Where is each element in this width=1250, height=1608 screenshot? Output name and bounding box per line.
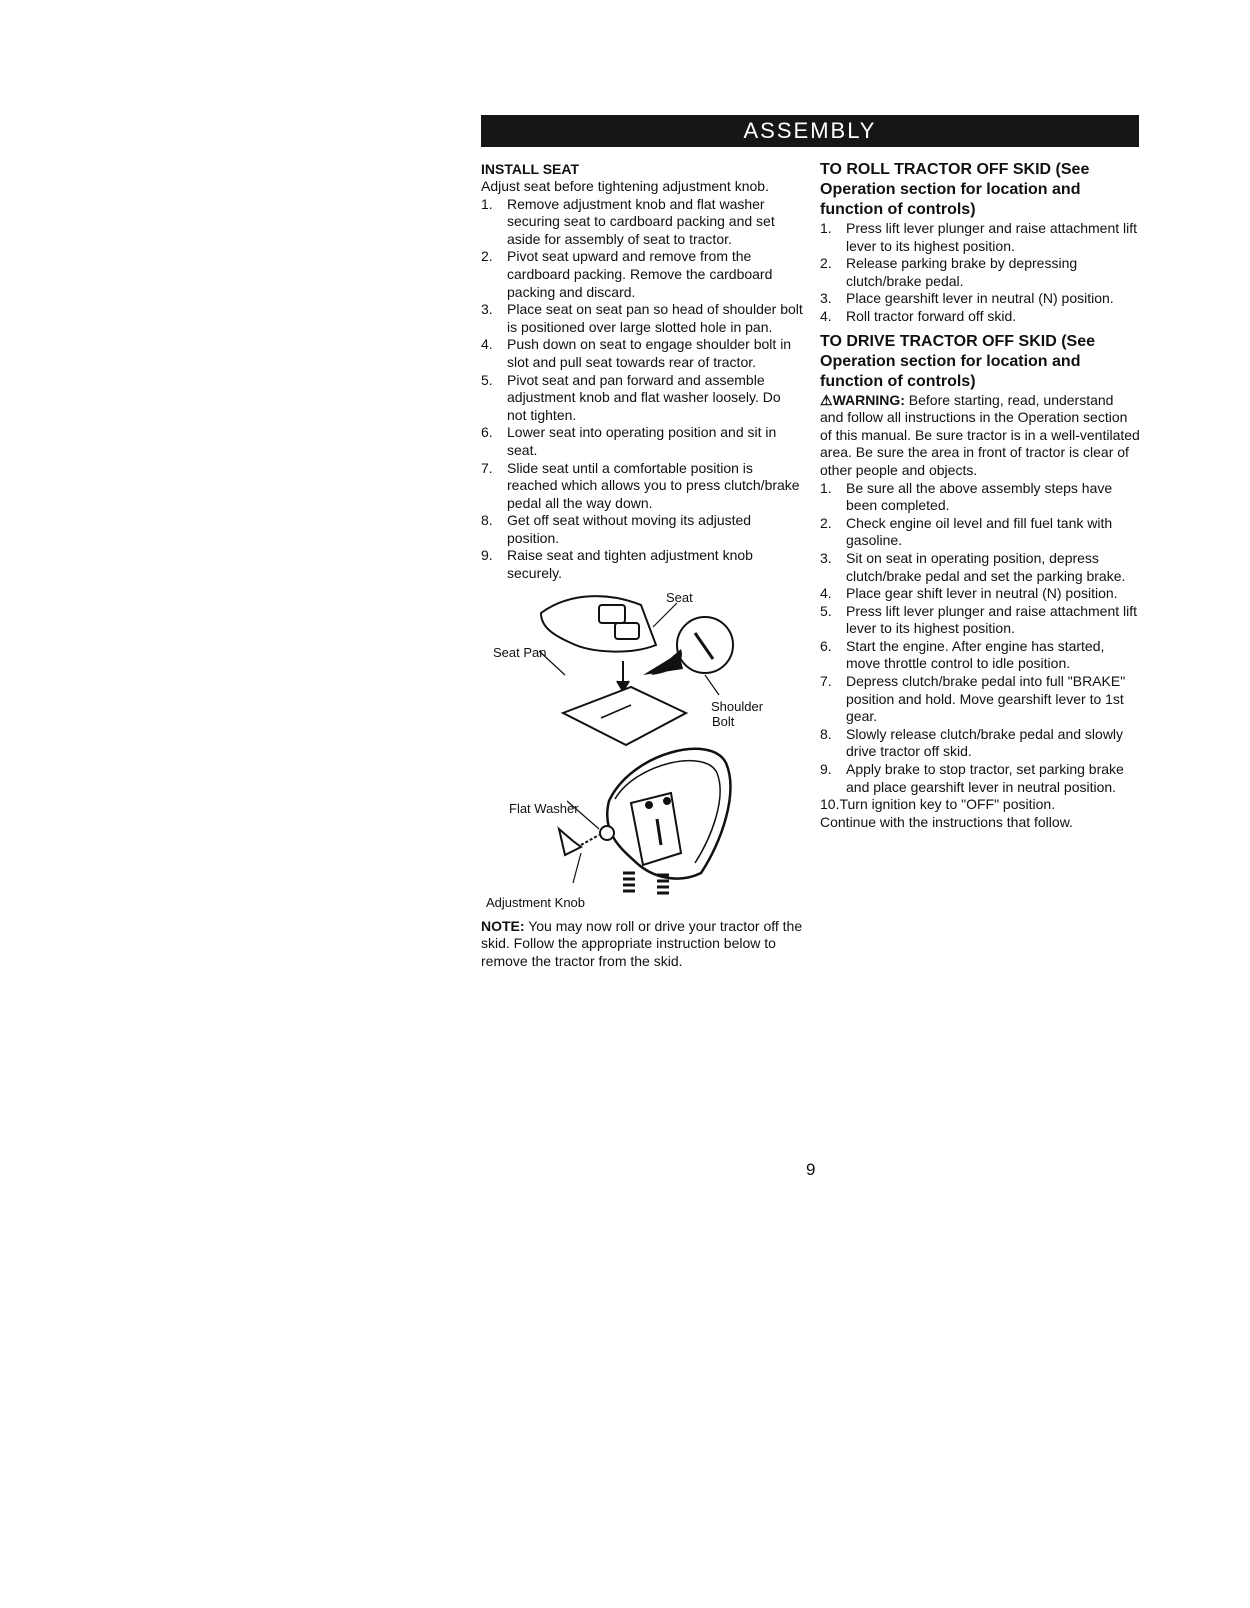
install-seat-heading: INSTALL SEAT <box>481 161 579 177</box>
list-item <box>820 585 1140 603</box>
flat-washer-label: Flat Washer <box>509 800 579 816</box>
bolt-label: Bolt <box>712 713 735 729</box>
step-number: 3. <box>820 290 832 307</box>
install-seat-column <box>481 160 803 970</box>
step-text: Slide seat until a comfortable position is reached which allows you to press clutch/brake pedal all the way down. <box>507 459 800 511</box>
step-text: Sit on seat in operating position, depress clutch/brake pedal and set the parking brake. <box>846 549 1126 584</box>
step-number: 9. <box>481 547 493 564</box>
step-number: 4. <box>820 585 832 602</box>
list-item <box>481 196 803 249</box>
step-text: Raise seat and tighten adjustment knob securely. <box>507 547 753 582</box>
list-item <box>820 220 1140 255</box>
step-text: Apply brake to stop tractor, set parking brake and place gearshift lever in neutral position. <box>846 761 1124 795</box>
install-seat-steps <box>481 196 803 583</box>
step-number: 8. <box>820 725 832 742</box>
seat-assembly-figure <box>481 583 803 918</box>
step-number: 1. <box>820 479 832 496</box>
step-number: 4. <box>820 307 832 324</box>
step-number: 2. <box>481 248 493 265</box>
roll-off-skid-heading: TO ROLL TRACTOR OFF SKID (See Operation section for location and function of controls) <box>820 161 1090 218</box>
list-item <box>481 248 803 301</box>
adjustment-knob-label: Adjustment Knob <box>486 894 586 910</box>
note-text: You may now roll or drive your tractor off the skid. Follow the appropriate instruction below to remove the tractor from the skid. <box>481 917 803 969</box>
shoulder-label: Shoulder <box>711 698 764 714</box>
warning-label: WARNING: <box>832 391 905 408</box>
warning-paragraph <box>820 392 1140 480</box>
seat-pan-label: Seat Pan <box>493 644 547 660</box>
continue-text: Continue with the instructions that follow. <box>820 813 1073 830</box>
list-item <box>481 547 803 582</box>
step-number: 6. <box>820 637 832 654</box>
step-text: Check engine oil level and fill fuel tank with gasoline. <box>846 514 1113 549</box>
step-text: Release parking brake by depressing clutch/brake pedal. <box>846 255 1078 289</box>
step-text: Place gearshift lever in neutral (N) position. <box>846 290 1114 307</box>
list-item <box>820 603 1140 638</box>
note-label: NOTE: <box>481 917 525 934</box>
step-text: Slowly release clutch/brake pedal and slowly drive tractor off skid. <box>846 725 1124 760</box>
step-number: 1. <box>820 220 832 236</box>
step-ten: 10.Turn ignition key to "OFF" position. <box>820 796 1056 813</box>
step-number: 1. <box>481 195 493 212</box>
step-number: 9. <box>820 761 832 778</box>
drive-off-skid-heading: TO DRIVE TRACTOR OFF SKID (See Operation section for location and function of controls) <box>820 332 1095 390</box>
list-item <box>481 301 803 336</box>
warning-text: Before starting, read, understand and follow all instructions in the Operation section of this manual. Be sure tractor is in a well-ventilated area. Be sure the area in front of tractor is clear of other people and objects. <box>820 391 1140 478</box>
list-item <box>481 512 803 547</box>
step-text: Place gear shift lever in neutral (N) position. <box>846 585 1118 602</box>
step-text: Pivot seat and pan forward and assemble adjustment knob and flat washer loosely. Do not tighten. <box>507 371 781 423</box>
list-item <box>820 308 1140 326</box>
roll-drive-column <box>820 160 1140 831</box>
step-text: Roll tractor forward off skid. <box>846 307 1017 324</box>
warning-icon: ⚠ <box>820 391 833 408</box>
step-text: Lower seat into operating position and sit in seat. <box>507 424 777 458</box>
seat-label: Seat <box>666 589 693 605</box>
list-item <box>820 290 1140 308</box>
list-item <box>820 761 1140 796</box>
step-text: Get off seat without moving its adjusted position. <box>507 512 752 546</box>
step-text: Press lift lever plunger and raise attachment lift lever to its highest position. <box>846 220 1138 254</box>
step-text: Push down on seat to engage shoulder bolt in slot and pull seat towards rear of tractor. <box>507 336 792 370</box>
list-item <box>820 480 1140 515</box>
step-number: 5. <box>820 602 832 619</box>
list-item <box>481 336 803 371</box>
note-paragraph <box>481 918 803 971</box>
step-text: Start the engine. After engine has started, move throttle control to idle position. <box>846 637 1105 672</box>
step-text: Be sure all the above assembly steps have been completed. <box>846 479 1113 514</box>
list-item <box>820 726 1140 761</box>
page-number: 9 <box>806 1160 816 1179</box>
list-item <box>481 424 803 459</box>
step-number: 8. <box>481 512 493 529</box>
list-item <box>820 673 1140 726</box>
step-text: Place seat on seat pan so head of shoulder bolt is positioned over large slotted hole in pan. <box>507 301 803 335</box>
list-item <box>481 372 803 425</box>
list-item <box>820 550 1140 585</box>
section-banner: ASSEMBLY <box>481 115 1139 147</box>
step-number: 7. <box>820 673 832 690</box>
step-number: 6. <box>481 424 493 441</box>
step-number: 2. <box>820 255 832 272</box>
list-item <box>820 638 1140 673</box>
list-item <box>820 515 1140 550</box>
step-number: 7. <box>481 459 493 476</box>
drive-off-skid-steps <box>820 480 1140 797</box>
install-seat-intro: Adjust seat before tightening adjustment knob. <box>481 178 769 194</box>
step-text: Depress clutch/brake pedal into full "BRAKE" position and hold. Move gearshift lever to 1st gear. <box>846 673 1126 725</box>
step-number: 3. <box>820 549 832 566</box>
step-number: 2. <box>820 514 832 531</box>
step-number: 3. <box>481 301 493 318</box>
step-number: 4. <box>481 336 493 353</box>
step-text: Pivot seat upward and remove from the cardboard packing. Remove the cardboard packing and discard. <box>507 248 773 300</box>
list-item <box>820 255 1140 290</box>
step-text: Remove adjustment knob and flat washer securing seat to cardboard packing and set aside for assembly of seat to tractor. <box>507 195 775 247</box>
seat-assembly-illustration <box>481 583 803 918</box>
roll-off-skid-steps <box>820 220 1140 326</box>
step-number: 5. <box>481 371 493 388</box>
step-text: Press lift lever plunger and raise attachment lift lever to its highest position. <box>846 602 1138 637</box>
list-item <box>481 460 803 513</box>
